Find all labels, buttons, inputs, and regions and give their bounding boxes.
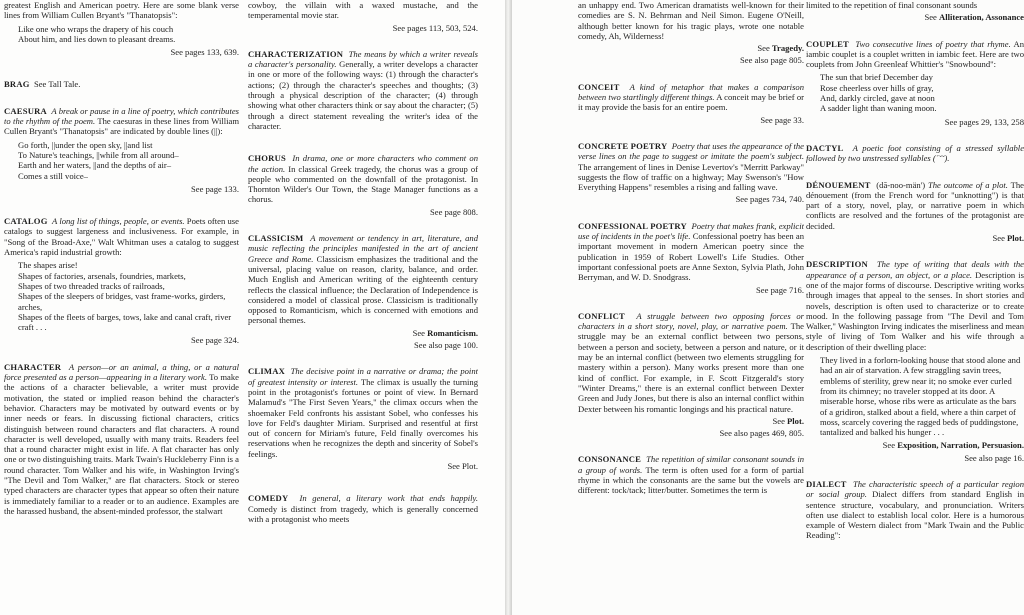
entry-conflict xyxy=(578,311,804,439)
entry-definition: The means by which a writer reveals a character's personality. xyxy=(248,48,478,70)
entry-definition: Two consecutive lines of poetry that rhyme. xyxy=(855,38,1011,49)
entry-definition: A struggle between two opposing forces or characters in a short story, novel, play, or narrative poem. xyxy=(578,310,804,332)
entry-text: An iambic couplet is a couplet written in iambic feet. Here are two couplets from John Greenleaf Whittier's "Snowbound": xyxy=(806,38,1024,70)
entry-term: BRAG xyxy=(4,79,30,90)
quote-text: They lived in a forlorn-looking house that stood alone and had an air of starvation. A few straggling savin trees, emblems of sterility, grew near it; no smoke ever curled from its chimney; no traveler stopped at its door. A miserable horse, whose ribs were as articulate as the bars of a gridiron, stalked about a field, where a thin carpet of moss, scarcely covering the ragged beds of puddingstone, tantalized and balked his hunger . . . xyxy=(820,355,1021,438)
entry-term: CONFLICT xyxy=(578,310,625,321)
entry-term: CAESURA xyxy=(4,105,47,116)
entry-consonance xyxy=(578,454,804,495)
verse-line: Shapes of two threaded tracks of railroads, xyxy=(18,280,165,291)
entry-term: CONCRETE POETRY xyxy=(578,140,668,151)
entry-text: The arrangement of lines in Denise Levertov's "Merritt Parkway" suggests the flow of traffic on a highway; May Swenson's "How Everything Happens" resembles a rising and falling wave. xyxy=(578,161,804,193)
cross-reference: See Alliteration, Assonance xyxy=(924,12,1024,23)
entry-blank-verse-continued xyxy=(4,0,239,57)
entry-text: Poets often use catalogs to suggest largeness and inclusiveness. For example, in "Song of the Broad-Axe," Walt Whitman uses a catalog to suggest America's rapid industrial growth: xyxy=(4,216,239,258)
verse-line: To Nature's teachings, ||while from all around– xyxy=(18,149,179,160)
column-4 xyxy=(806,0,1024,615)
entry-chorus xyxy=(248,153,478,217)
cross-reference: See pages 113, 503, 524. xyxy=(392,22,478,33)
verse-line: Earth and her waters, ||and the depths of air– xyxy=(18,160,172,171)
entry-conceit xyxy=(578,82,804,125)
cross-reference: See page 324. xyxy=(191,335,239,346)
entry-text: In classical Greek tragedy, the chorus was a group of people who commented on the downfall of the protagonist. In Thornton Wilder's Our Town, the Stage Manager functions as a chorus. xyxy=(248,163,478,205)
verse-line: Shapes of the fleets of barges, tows, lake and canal craft, river craft . . . xyxy=(18,311,232,333)
entry-concrete-poetry xyxy=(578,141,804,205)
verse-line: Rose cheerless over hills of gray, xyxy=(820,82,934,93)
entry-text: To make the actions of a character believable, a writer must provide motivation, the stated or implied reason behind the character's behavior. Characters may be motivated by outward events or by inner needs or fears. In discussing fictional characters, critics distinguish between round characters and flat characters. A round character is well developed, usually with many traits. Readers feel that a round character might exist in life. A flat character has only one or two distinguishing traits. Mark Twain's Huckleberry Finn is a round character. Tom Walker and his wife, in Washington Irving's "The Devil and Tom Walker," are flat characters. Stock or stereo typed characters are character types that appear so often their nature is immediately familiar to a reader or to an audience. Examples are the harassed husband, the absent-minded professor, the stalwart xyxy=(4,372,239,516)
entry-character xyxy=(4,362,239,516)
entry-brag xyxy=(4,79,239,89)
cross-reference: See pages 29, 133, 258 xyxy=(944,116,1024,127)
cross-reference: See also pages 469, 805. xyxy=(719,428,804,439)
entry-definition: Poetry that uses the appearance of the verse lines on the page to suggest or imitate the poem's subject. xyxy=(578,140,804,162)
entry-term: CHORUS xyxy=(248,153,286,164)
entry-term: CONSONANCE xyxy=(578,454,642,465)
verse-quote xyxy=(18,260,239,332)
entry-term: CHARACTERIZATION xyxy=(248,48,344,59)
cross-reference: See page 808. xyxy=(430,206,478,217)
cross-reference: See Plot. xyxy=(447,460,478,471)
entry-caesura xyxy=(4,106,239,194)
verse-quote xyxy=(18,140,239,181)
cross-reference: See page 133. xyxy=(191,183,239,194)
entry-term: DIALECT xyxy=(806,478,847,489)
entry-comedy-continued xyxy=(578,0,804,66)
entry-definition: A kind of metaphor that makes a comparison between two startlingly different things. xyxy=(578,81,804,103)
entry-text: Comedy is distinct from tragedy, which is generally concerned with a protagonist who meets xyxy=(248,503,478,524)
entry-definition: A person—or an animal, a thing, or a natural force presented as a person—appearing in a literary work. xyxy=(4,361,239,383)
entry-definition: The type of writing that deals with the appearance of a person, an object, or a place. xyxy=(806,259,1024,280)
entry-dialect xyxy=(806,479,1024,541)
entry-text: The term is often used for a form of partial rhyme in which the consonants are the same but the vowels are different: tock/tack; litter/butter. Sometimes the term is xyxy=(578,464,804,496)
cross-reference: See Tall Tale. xyxy=(33,79,81,90)
entry-term: CONFESSIONAL POETRY xyxy=(578,220,687,231)
entry-couplet xyxy=(806,39,1024,127)
entry-denouement xyxy=(806,180,1024,244)
entry-climax xyxy=(248,366,478,471)
cross-reference: See Plot. xyxy=(772,415,804,426)
column-1 xyxy=(4,0,239,615)
entry-term: CHARACTER xyxy=(4,361,62,372)
entry-character-continued xyxy=(248,0,478,33)
entry-text: cowboy, the villain with a waxed mustache, and the temperamental movie star. xyxy=(248,0,478,21)
verse-line: Shapes of the sleepers of bridges, vast frame-works, girders, arches, xyxy=(18,291,226,312)
verse-quote xyxy=(18,24,239,45)
verse-line: And, darkly circled, gave at noon xyxy=(820,93,935,104)
entry-text: The climax is usually the turning point in the protagonist's fortunes or point of view. In Bernard Malamud's "The First Seven Years," the climax occurs when the shoemaker Feld confronts his assistant Sobel, who confesses his love for Feld's daughter Miriam. Surprised and resentful at first out of concern for Miriam's future, Feld finally overcomes his reservations when he recognizes the depth and sincerity of Sobel's feelings. xyxy=(248,376,478,459)
entry-text: limited to the repetition of final consonant sounds xyxy=(806,0,978,10)
cross-reference: See page 33. xyxy=(760,114,804,125)
verse-quote xyxy=(820,72,1024,113)
entry-term: CLIMAX xyxy=(248,366,286,377)
entry-definition: The repetition of similar consonant sounds in a group of words. xyxy=(578,454,804,475)
entry-definition: A long list of things, people, or events. xyxy=(52,216,185,227)
entry-term: DACTYL xyxy=(806,142,844,153)
left-page xyxy=(0,0,505,615)
verse-line: A sadder light than waning moon. xyxy=(820,103,937,114)
entry-definition: A poetic foot consisting of a stressed syllable followed by two unstressed syllables (´˘˘). xyxy=(806,142,1024,164)
entry-term: CONCEIT xyxy=(578,81,620,92)
entry-comedy xyxy=(248,493,478,524)
entry-term: DESCRIPTION xyxy=(806,259,868,270)
entry-catalog xyxy=(4,216,239,346)
entry-consonance-continued xyxy=(806,0,1024,23)
verse-line: About him, and lies down to pleasant dreams. xyxy=(18,33,176,44)
entry-text: Generally, a writer develops a character in one or more of the following ways: (1) through the character's actions; (2) through the character's speeches and thoughts; (3) through a physical description of the character; (4) through showing what other characters think or say about the character; (5) through a direct statement revealing the writer's idea of the character. xyxy=(248,59,478,131)
entry-definition: In drama, one or more characters who comment on the action. xyxy=(248,153,478,174)
cross-reference: See Romanticism. xyxy=(412,327,478,338)
entry-classicism xyxy=(248,233,478,350)
prose-quote xyxy=(820,355,1024,437)
cross-reference: See pages 734, 740. xyxy=(735,194,804,205)
column-2 xyxy=(248,0,478,615)
verse-line: Shapes of factories, arsenals, foundries, markets, xyxy=(18,270,186,281)
entry-term: COUPLET xyxy=(806,38,849,49)
entry-definition: The decisive point in a narrative or drama; the point of greatest intensity or interest. xyxy=(248,366,478,387)
entry-description xyxy=(806,259,1024,463)
entry-text: A conceit may be brief or it may provide the basis for an entire poem. xyxy=(578,92,804,113)
cross-reference: See Exposition, Narration, Persuasion. xyxy=(882,440,1024,451)
verse-line: Comes a still voice– xyxy=(18,170,88,181)
entry-text: an unhappy end. Two American dramatists well-known for their comedies are S. N. Behrman and Neil Simon. Eugene O'Neill, although better known for his tragic plays, wrote one notable comedy, Ah, Wilderness! xyxy=(578,0,804,41)
entry-term: CLASSICISM xyxy=(248,233,304,244)
verse-line: The sun that brief December day xyxy=(820,72,933,83)
entry-term: COMEDY xyxy=(248,493,289,504)
cross-reference: See also page 805. xyxy=(740,55,804,66)
verse-line: Like one who wraps the drapery of his couch xyxy=(18,23,174,34)
entry-text: Description is one of the major forms of discourse. Descriptive writing works through images that appeal to the senses. In short stories and novels, description is often used to characterize or to create mood. In the following passage from "The Devil and Tom Walker," Washington Irving indicates the miserliness and mean style of living of Tom Walker and his wife through a description of their dwelling place: xyxy=(806,269,1024,352)
cross-reference: See Plot. xyxy=(992,233,1024,244)
entry-text: Dialect differs from standard English in sentence structure, vocabulary, and pronunciation. Writers often use dialect to establish local color. Here is a humorous example of Western dialect from "Mark Twain and the Public Reading": xyxy=(806,489,1024,541)
entry-dactyl xyxy=(806,143,1024,164)
entry-text: Confessional poetry has been an important movement in modern American poetry since the publication in 1959 of Robert Lowell's Life Studies. Other important confessional poets are Anne Sexton, Sylvia Plath, John Berryman, and W. D. Snodgrass. xyxy=(578,231,804,283)
verse-line: The shapes arise! xyxy=(18,260,78,271)
cross-reference: See page 716. xyxy=(756,284,804,295)
entry-pronunciation: (dā-noo-män') xyxy=(876,179,926,190)
entry-definition: Poetry that makes frank, explicit use of incidents in the poet's life. xyxy=(578,220,804,242)
entry-definition: The characteristic speech of a particular region or social group. xyxy=(806,478,1024,500)
entry-text: greatest English and American poetry. Here are some blank verse lines from William Cullen Bryant's "Thanatopsis": xyxy=(4,0,239,21)
entry-confessional-poetry xyxy=(578,221,804,295)
entry-text: The dénouement (from the French word for "unknotting") is that part of a story, novel, play, or narrative poem in which conflicts are resolved and the fortunes of the protagonist are decided. xyxy=(806,179,1024,231)
entry-definition: A movement or tendency in art, literature, and music reflecting the principles manifested in the art of ancient Greece and Rome. xyxy=(248,233,478,264)
column-3 xyxy=(578,0,804,615)
cross-reference: See also page 100. xyxy=(414,340,478,351)
cross-reference: See Tragedy. xyxy=(757,43,804,54)
entry-term: CATALOG xyxy=(4,216,48,227)
entry-definition: In general, a literary work that ends happily. xyxy=(299,493,478,504)
cross-reference: See also page 16. xyxy=(964,452,1024,463)
cross-reference: See pages 133, 639. xyxy=(170,47,239,58)
entry-text: The struggle may be an external conflict between two persons, between a person and society, between a person and nature, or it may be an internal conflict (between two elements struggling for mastery within a person). Many works present more than one kind of conflict. For example, in F. Scott Fitzgerald's story "Winter Dreams," there is an external conflict between Dexter Green and Judy Jones, but there is also an internal conflict within Dexter between his romantic longings and his practical nature. xyxy=(578,321,804,414)
entry-definition: A break or pause in a line of poetry, which contributes to the rhythm of the poem. xyxy=(4,105,239,127)
entry-term: DÉNOUEMENT xyxy=(806,179,871,190)
entry-text: Classicism emphasizes the traditional and the universal, placing value on reason, clarity, balance, and order. Much English and American writing of the eighteenth century reflects the classical influence; the Declaration of Independence is considered a model of classical prose. Classicism is traditionally opposed to Romanticism, which is concerned with emotions and personal themes. xyxy=(248,253,478,326)
entry-text: The caesuras in these lines from William Cullen Bryant's "Thanatopsis" are indicated by double lines (||): xyxy=(4,116,239,137)
entry-characterization xyxy=(248,49,478,131)
entry-definition: The outcome of a plot. xyxy=(927,179,1008,190)
book-gutter xyxy=(505,0,512,615)
right-page xyxy=(512,0,1024,615)
verse-line: Go forth, ||under the open sky, ||and list xyxy=(18,139,153,150)
